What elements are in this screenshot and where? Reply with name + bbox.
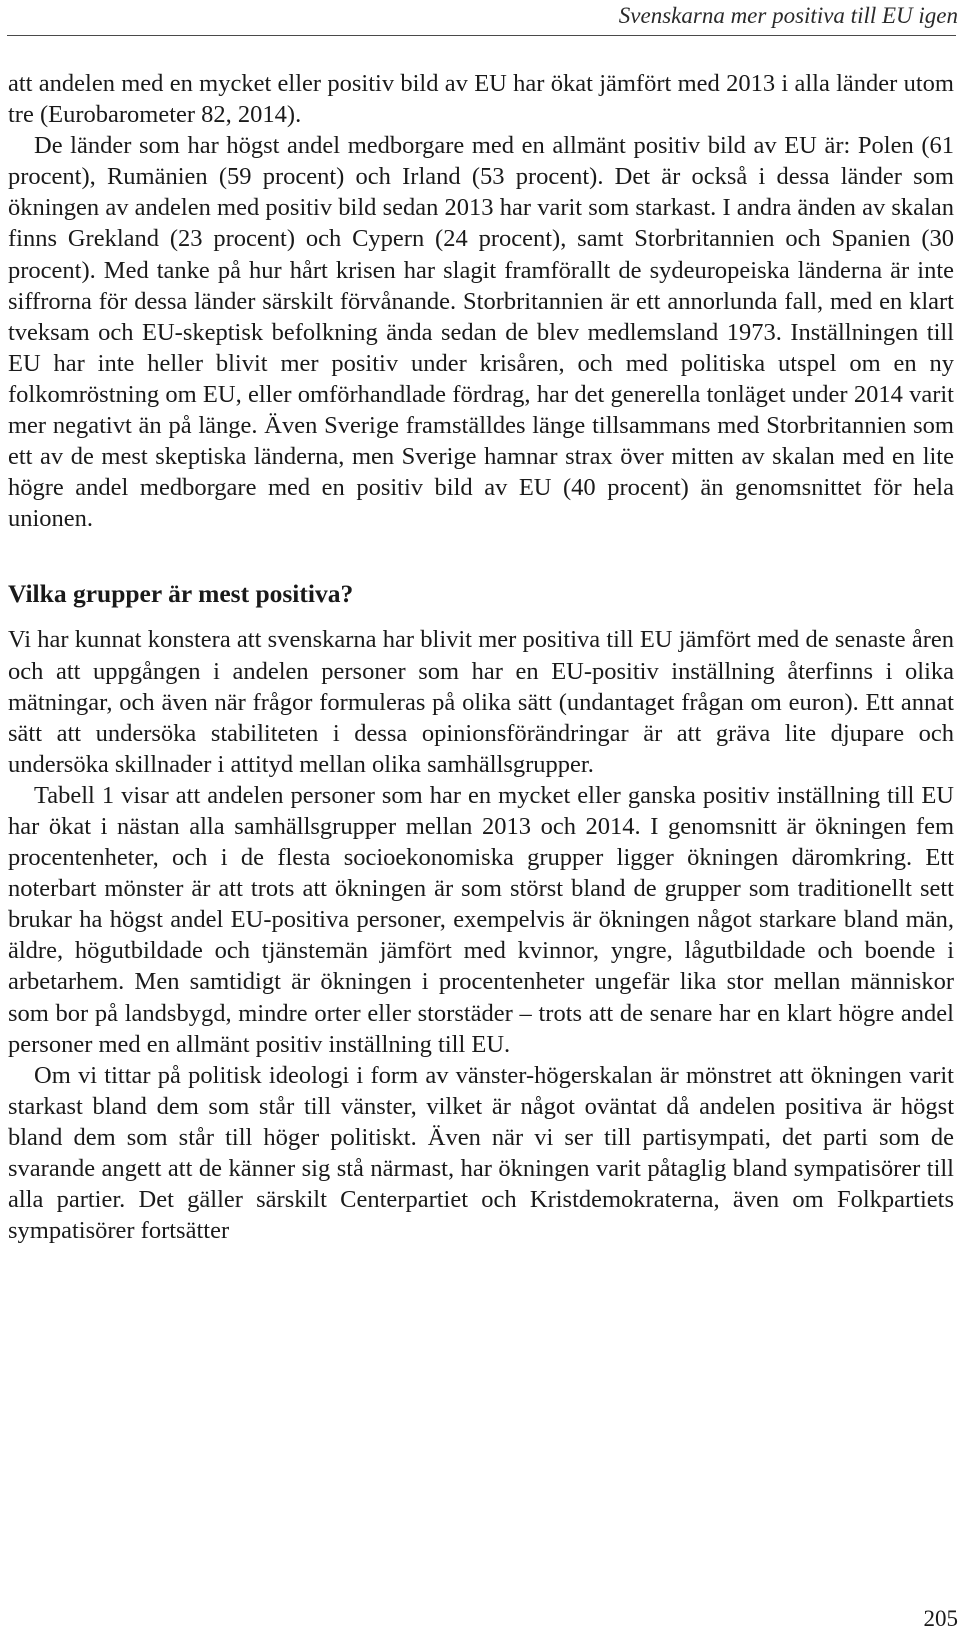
page-number: 205 — [923, 1606, 958, 1631]
body-paragraph: Tabell 1 visar att andelen personer som har en mycket eller ganska positiv inställning till EU har ökat i nästan alla samhällsgrupper mellan 2013 och 2014. I genomsnitt är ökningen fem procentenheter, och i de flesta socioekonomiska grupper ligger ökningen däromkring. Ett noterbart mönster är att trots att ökningen är som störst bland de grupper som traditionellt sett brukar ha högst andel EU-positiva personer, exempelvis är ökningen något starkare bland män, äldre, högutbildade och tjänstemän jämfört med kvinnor, yngre, lågutbildade och boende i arbetarhem. Men samtidigt är ökningen i procentenheter ungefär lika stor mellan människor som bor på landsbygd, mindre orter eller storstäder – trots att de senare har en klart högre andel personer med en allmänt positiv inställning till EU. — [8, 781, 954, 1058]
running-header-title: Svenskarna mer positiva till EU igen — [618, 3, 958, 28]
body-paragraph: Vi har kunnat konstera att svenskarna har blivit mer positiva till EU jämfört med de senaste åren och att uppgången i andelen personer som har en EU-positiv inställning återfinns i olika mätningar, och även när frågor formuleras på olika sätt (undantaget frågan om euron). Ett annat sätt att undersöka stabiliteten i dessa opinionsförändringar är att gräva lite djupare och undersöka skillnader i attityd mellan olika samhällsgrupper. — [8, 626, 954, 778]
body-paragraph: De länder som har högst andel medborgare med en allmänt positiv bild av EU är: Polen (61 procent), Rumänien (59 procent) och Irland (53 procent). Det är också i dessa länder som ökningen av andelen med positiv bild sedan 2013 har varit som starkast. I andra änden av skalan finns Grekland (23 procent) och Cypern (24 procent), samt Storbritannien och Spanien (30 procent). Med tanke på hur hårt krisen har slagit framförallt de sydeuropeiska länderna är inte siffrorna för dessa länder särskilt förvånande. Storbritannien är ett annorlunda fall, med en klart tveksam och EU-skeptisk befolkning ända sedan de blev medlemsland 1973. Inställningen till EU har inte heller blivit mer positiv under krisåren, och med politiska utspel om en ny folkomröstning om EU, eller omförhandlade fördrag, har det generella tonläget under 2014 varit mer negativt än på länge. Även Sverige framställdes länge tillsammans med Storbritannien som ett av de mest skeptiska länderna, men Sverige hamnar strax över mitten av skalan med en lite högre andel medborgare med en positiv bild av EU (40 procent) än genomsnittet för hela unionen. — [8, 132, 954, 533]
section-heading: Vilka grupper är mest positiva? — [8, 579, 354, 609]
page-body — [8, 68, 954, 1246]
header-divider — [7, 35, 956, 36]
body-paragraph: Om vi tittar på politisk ideologi i form av vänster-högerskalan är mönstret att ökningen varit starkast bland dem som står till vänster, vilket är något oväntat då andelen positiva är högst bland dem som står till höger politiskt. Även när vi ser till partisympati, det parti som de svarande angett att de känner sig stå närmast, har ökningen varit påtaglig bland sympatisörer till alla partier. Det gäller särskilt Centerpartiet och Kristdemokraterna, även om Folkpartiets sympatisörer fortsätter — [8, 1061, 954, 1245]
body-paragraph: att andelen med en mycket eller positiv bild av EU har ökat jämfört med 2013 i alla länder utom tre (Eurobarometer 82, 2014). — [8, 70, 954, 129]
